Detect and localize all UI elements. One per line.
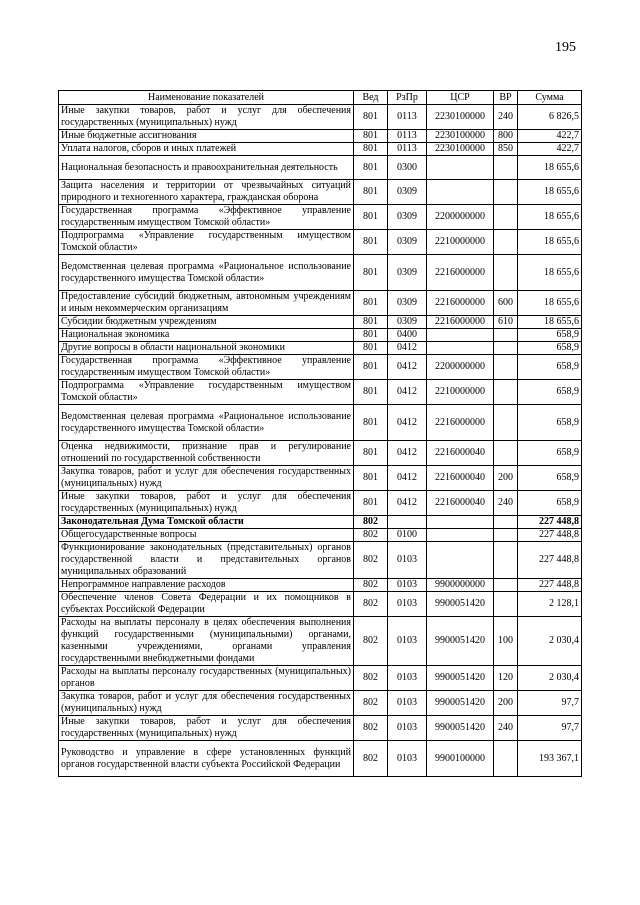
row-csr: 9900000000 (427, 579, 494, 592)
table-row (59, 355, 582, 380)
row-vr: 800 (494, 130, 518, 143)
row-vr (494, 156, 518, 180)
row-csr: 2216000040 (427, 441, 494, 466)
row-name: Подпрограмма «Управление государственным имуществом Томской области» (59, 230, 354, 255)
table-row (59, 529, 582, 542)
row-ved: 802 (354, 741, 388, 777)
row-name: Государственная программа «Эффективное управление государственным имуществом Томской области» (59, 355, 354, 380)
row-vr (494, 579, 518, 592)
row-vr: 100 (494, 617, 518, 666)
table-row (59, 291, 582, 316)
row-sum: 18 655,6 (518, 230, 582, 255)
row-sum: 658,9 (518, 466, 582, 491)
row-name: Иные бюджетные ассигнования (59, 130, 354, 143)
row-sum: 2 128,1 (518, 592, 582, 617)
table-row (59, 143, 582, 156)
row-rzpr: 0412 (388, 342, 427, 355)
row-sum: 193 367,1 (518, 741, 582, 777)
table-row (59, 741, 582, 777)
row-ved: 801 (354, 441, 388, 466)
row-name: Иные закупки товаров, работ и услуг для обеспечения государственных (муниципальных) нужд (59, 716, 354, 741)
row-csr (427, 156, 494, 180)
header-csr: ЦСР (427, 91, 494, 105)
table-row (59, 691, 582, 716)
row-csr: 2216000000 (427, 316, 494, 329)
row-ved: 801 (354, 329, 388, 342)
row-name: Субсидии бюджетным учреждениям (59, 316, 354, 329)
table-row (59, 105, 582, 130)
row-rzpr: 0412 (388, 405, 427, 441)
header-row (59, 91, 582, 105)
header-vr: ВР (494, 91, 518, 105)
row-ved: 801 (354, 342, 388, 355)
row-vr (494, 405, 518, 441)
table-row (59, 180, 582, 205)
row-csr: 2216000040 (427, 491, 494, 516)
table-row (59, 716, 582, 741)
row-rzpr: 0103 (388, 741, 427, 777)
row-vr (494, 329, 518, 342)
table-row (59, 230, 582, 255)
row-sum: 658,9 (518, 380, 582, 405)
row-vr (494, 441, 518, 466)
row-csr: 2230100000 (427, 143, 494, 156)
row-vr: 850 (494, 143, 518, 156)
table-row (59, 617, 582, 666)
row-sum: 658,9 (518, 405, 582, 441)
row-name: Уплата налогов, сборов и иных платежей (59, 143, 354, 156)
row-rzpr: 0309 (388, 316, 427, 329)
row-ved: 802 (354, 666, 388, 691)
row-csr: 2230100000 (427, 130, 494, 143)
row-csr: 2210000000 (427, 380, 494, 405)
row-csr: 2210000000 (427, 230, 494, 255)
row-rzpr: 0300 (388, 156, 427, 180)
row-name: Национальная экономика (59, 329, 354, 342)
row-csr: 2200000000 (427, 355, 494, 380)
row-csr: 9900051420 (427, 716, 494, 741)
row-csr (427, 516, 494, 529)
row-name: Общегосударственные вопросы (59, 529, 354, 542)
row-rzpr: 0309 (388, 180, 427, 205)
table-row (59, 516, 582, 529)
row-ved: 801 (354, 291, 388, 316)
table-row (59, 156, 582, 180)
row-ved: 802 (354, 691, 388, 716)
header-rzpr: РзПр (388, 91, 427, 105)
row-rzpr: 0103 (388, 617, 427, 666)
row-rzpr: 0103 (388, 542, 427, 579)
row-sum: 658,9 (518, 342, 582, 355)
row-csr (427, 342, 494, 355)
row-name: Иные закупки товаров, работ и услуг для обеспечения государственных (муниципальных) нужд (59, 491, 354, 516)
row-vr (494, 542, 518, 579)
row-sum: 97,7 (518, 716, 582, 741)
table-row (59, 405, 582, 441)
row-csr: 2216000000 (427, 255, 494, 291)
row-rzpr: 0412 (388, 491, 427, 516)
row-name: Функционирование законодательных (представительных) органов государственной власти и представительных органов муниципальных образований (59, 542, 354, 579)
row-sum: 658,9 (518, 329, 582, 342)
budget-table (58, 90, 582, 777)
row-sum: 2 030,4 (518, 666, 582, 691)
row-vr (494, 230, 518, 255)
row-sum: 422,7 (518, 130, 582, 143)
row-rzpr: 0113 (388, 143, 427, 156)
row-ved: 802 (354, 529, 388, 542)
row-vr: 610 (494, 316, 518, 329)
row-sum: 97,7 (518, 691, 582, 716)
table-row (59, 329, 582, 342)
row-sum: 227 448,8 (518, 579, 582, 592)
row-name: Закупка товаров, работ и услуг для обеспечения государственных (муниципальных) нужд (59, 691, 354, 716)
row-name: Руководство и управление в сфере установленных функций органов государственной власти субъекта Российской Федерации (59, 741, 354, 777)
row-vr: 240 (494, 491, 518, 516)
row-rzpr: 0103 (388, 592, 427, 617)
row-ved: 802 (354, 617, 388, 666)
row-name: Непрограммное направление расходов (59, 579, 354, 592)
row-rzpr: 0103 (388, 716, 427, 741)
table-row (59, 592, 582, 617)
row-rzpr: 0309 (388, 291, 427, 316)
row-name: Защита населения и территории от чрезвычайных ситуаций природного и техногенного характера, гражданская оборона (59, 180, 354, 205)
row-rzpr: 0113 (388, 130, 427, 143)
header-sum: Сумма (518, 91, 582, 105)
row-sum: 227 448,8 (518, 529, 582, 542)
row-ved: 801 (354, 316, 388, 329)
row-rzpr: 0103 (388, 691, 427, 716)
table-row (59, 491, 582, 516)
row-sum: 18 655,6 (518, 316, 582, 329)
row-ved: 801 (354, 156, 388, 180)
row-ved: 801 (354, 380, 388, 405)
table-row (59, 342, 582, 355)
row-csr: 2200000000 (427, 205, 494, 230)
row-rzpr: 0412 (388, 441, 427, 466)
row-sum: 227 448,8 (518, 542, 582, 579)
row-name: Предоставление субсидий бюджетным, автономным учреждениям и иным некоммерческим организациям (59, 291, 354, 316)
row-csr: 2216000040 (427, 466, 494, 491)
table-row (59, 130, 582, 143)
row-ved: 801 (354, 143, 388, 156)
table-row (59, 255, 582, 291)
row-sum: 227 448,8 (518, 516, 582, 529)
row-vr (494, 529, 518, 542)
row-vr (494, 205, 518, 230)
row-name: Расходы на выплаты персоналу государственных (муниципальных) органов (59, 666, 354, 691)
row-ved: 802 (354, 579, 388, 592)
row-ved: 801 (354, 491, 388, 516)
row-rzpr: 0400 (388, 329, 427, 342)
row-ved: 802 (354, 716, 388, 741)
row-rzpr (388, 516, 427, 529)
row-vr: 600 (494, 291, 518, 316)
row-csr (427, 529, 494, 542)
row-csr: 9900051420 (427, 666, 494, 691)
row-ved: 801 (354, 105, 388, 130)
row-name: Расходы на выплаты персоналу в целях обеспечения выполнения функций государственными (муниципальными) органами, казенными учреждениями, органами управления государственными внебюджетными фондами (59, 617, 354, 666)
table-row (59, 466, 582, 491)
row-vr: 200 (494, 691, 518, 716)
row-ved: 801 (354, 180, 388, 205)
table-row (59, 542, 582, 579)
row-vr (494, 180, 518, 205)
row-ved: 801 (354, 130, 388, 143)
row-csr: 2216000000 (427, 405, 494, 441)
row-name: Ведомственная целевая программа «Рациональное использование государственного имущества Томской области» (59, 405, 354, 441)
row-rzpr: 0100 (388, 529, 427, 542)
header-name: Наименование показателей (59, 91, 354, 105)
row-rzpr: 0309 (388, 255, 427, 291)
row-sum: 18 655,6 (518, 205, 582, 230)
row-sum: 18 655,6 (518, 255, 582, 291)
table-row (59, 579, 582, 592)
row-rzpr: 0412 (388, 380, 427, 405)
row-vr (494, 592, 518, 617)
row-vr (494, 516, 518, 529)
row-name: Законодательная Дума Томской области (59, 516, 354, 529)
table-row (59, 205, 582, 230)
row-vr (494, 741, 518, 777)
row-sum: 6 826,5 (518, 105, 582, 130)
row-vr (494, 255, 518, 291)
row-vr (494, 342, 518, 355)
row-csr (427, 180, 494, 205)
row-vr (494, 380, 518, 405)
row-vr: 120 (494, 666, 518, 691)
row-ved: 801 (354, 466, 388, 491)
row-name: Государственная программа «Эффективное управление государственным имуществом Томской области» (59, 205, 354, 230)
row-vr (494, 355, 518, 380)
row-csr (427, 329, 494, 342)
row-sum: 658,9 (518, 441, 582, 466)
row-sum: 658,9 (518, 355, 582, 380)
row-ved: 802 (354, 516, 388, 529)
table-row (59, 316, 582, 329)
row-rzpr: 0103 (388, 579, 427, 592)
row-name: Закупка товаров, работ и услуг для обеспечения государственных (муниципальных) нужд (59, 466, 354, 491)
row-name: Национальная безопасность и правоохранительная деятельность (59, 156, 354, 180)
row-name: Обеспечение членов Совета Федерации и их помощников в субъектах Российской Федерации (59, 592, 354, 617)
row-rzpr: 0309 (388, 205, 427, 230)
row-sum: 18 655,6 (518, 156, 582, 180)
row-vr: 200 (494, 466, 518, 491)
row-ved: 802 (354, 592, 388, 617)
row-name: Другие вопросы в области национальной экономики (59, 342, 354, 355)
page-number: 195 (555, 40, 576, 55)
row-csr (427, 542, 494, 579)
row-sum: 2 030,4 (518, 617, 582, 666)
row-ved: 801 (354, 230, 388, 255)
table-row (59, 380, 582, 405)
header-ved: Вед (354, 91, 388, 105)
row-csr: 2230100000 (427, 105, 494, 130)
row-csr: 9900051420 (427, 617, 494, 666)
row-sum: 658,9 (518, 491, 582, 516)
row-name: Иные закупки товаров, работ и услуг для обеспечения государственных (муниципальных) нужд (59, 105, 354, 130)
row-ved: 801 (354, 355, 388, 380)
row-rzpr: 0412 (388, 355, 427, 380)
row-sum: 18 655,6 (518, 291, 582, 316)
row-csr: 9900051420 (427, 691, 494, 716)
table-row (59, 441, 582, 466)
row-csr: 2216000000 (427, 291, 494, 316)
row-name: Подпрограмма «Управление государственным имуществом Томской области» (59, 380, 354, 405)
row-csr: 9900051420 (427, 592, 494, 617)
table-row (59, 666, 582, 691)
row-vr: 240 (494, 716, 518, 741)
row-vr: 240 (494, 105, 518, 130)
row-name: Ведомственная целевая программа «Рациональное использование государственного имущества Томской области» (59, 255, 354, 291)
row-ved: 801 (354, 405, 388, 441)
row-rzpr: 0309 (388, 230, 427, 255)
row-sum: 18 655,6 (518, 180, 582, 205)
row-ved: 801 (354, 255, 388, 291)
row-rzpr: 0412 (388, 466, 427, 491)
row-csr: 9900100000 (427, 741, 494, 777)
row-rzpr: 0113 (388, 105, 427, 130)
row-ved: 801 (354, 205, 388, 230)
row-sum: 422,7 (518, 143, 582, 156)
row-rzpr: 0103 (388, 666, 427, 691)
row-ved: 802 (354, 542, 388, 579)
row-name: Оценка недвижимости, признание прав и регулирование отношений по государственной собственности (59, 441, 354, 466)
